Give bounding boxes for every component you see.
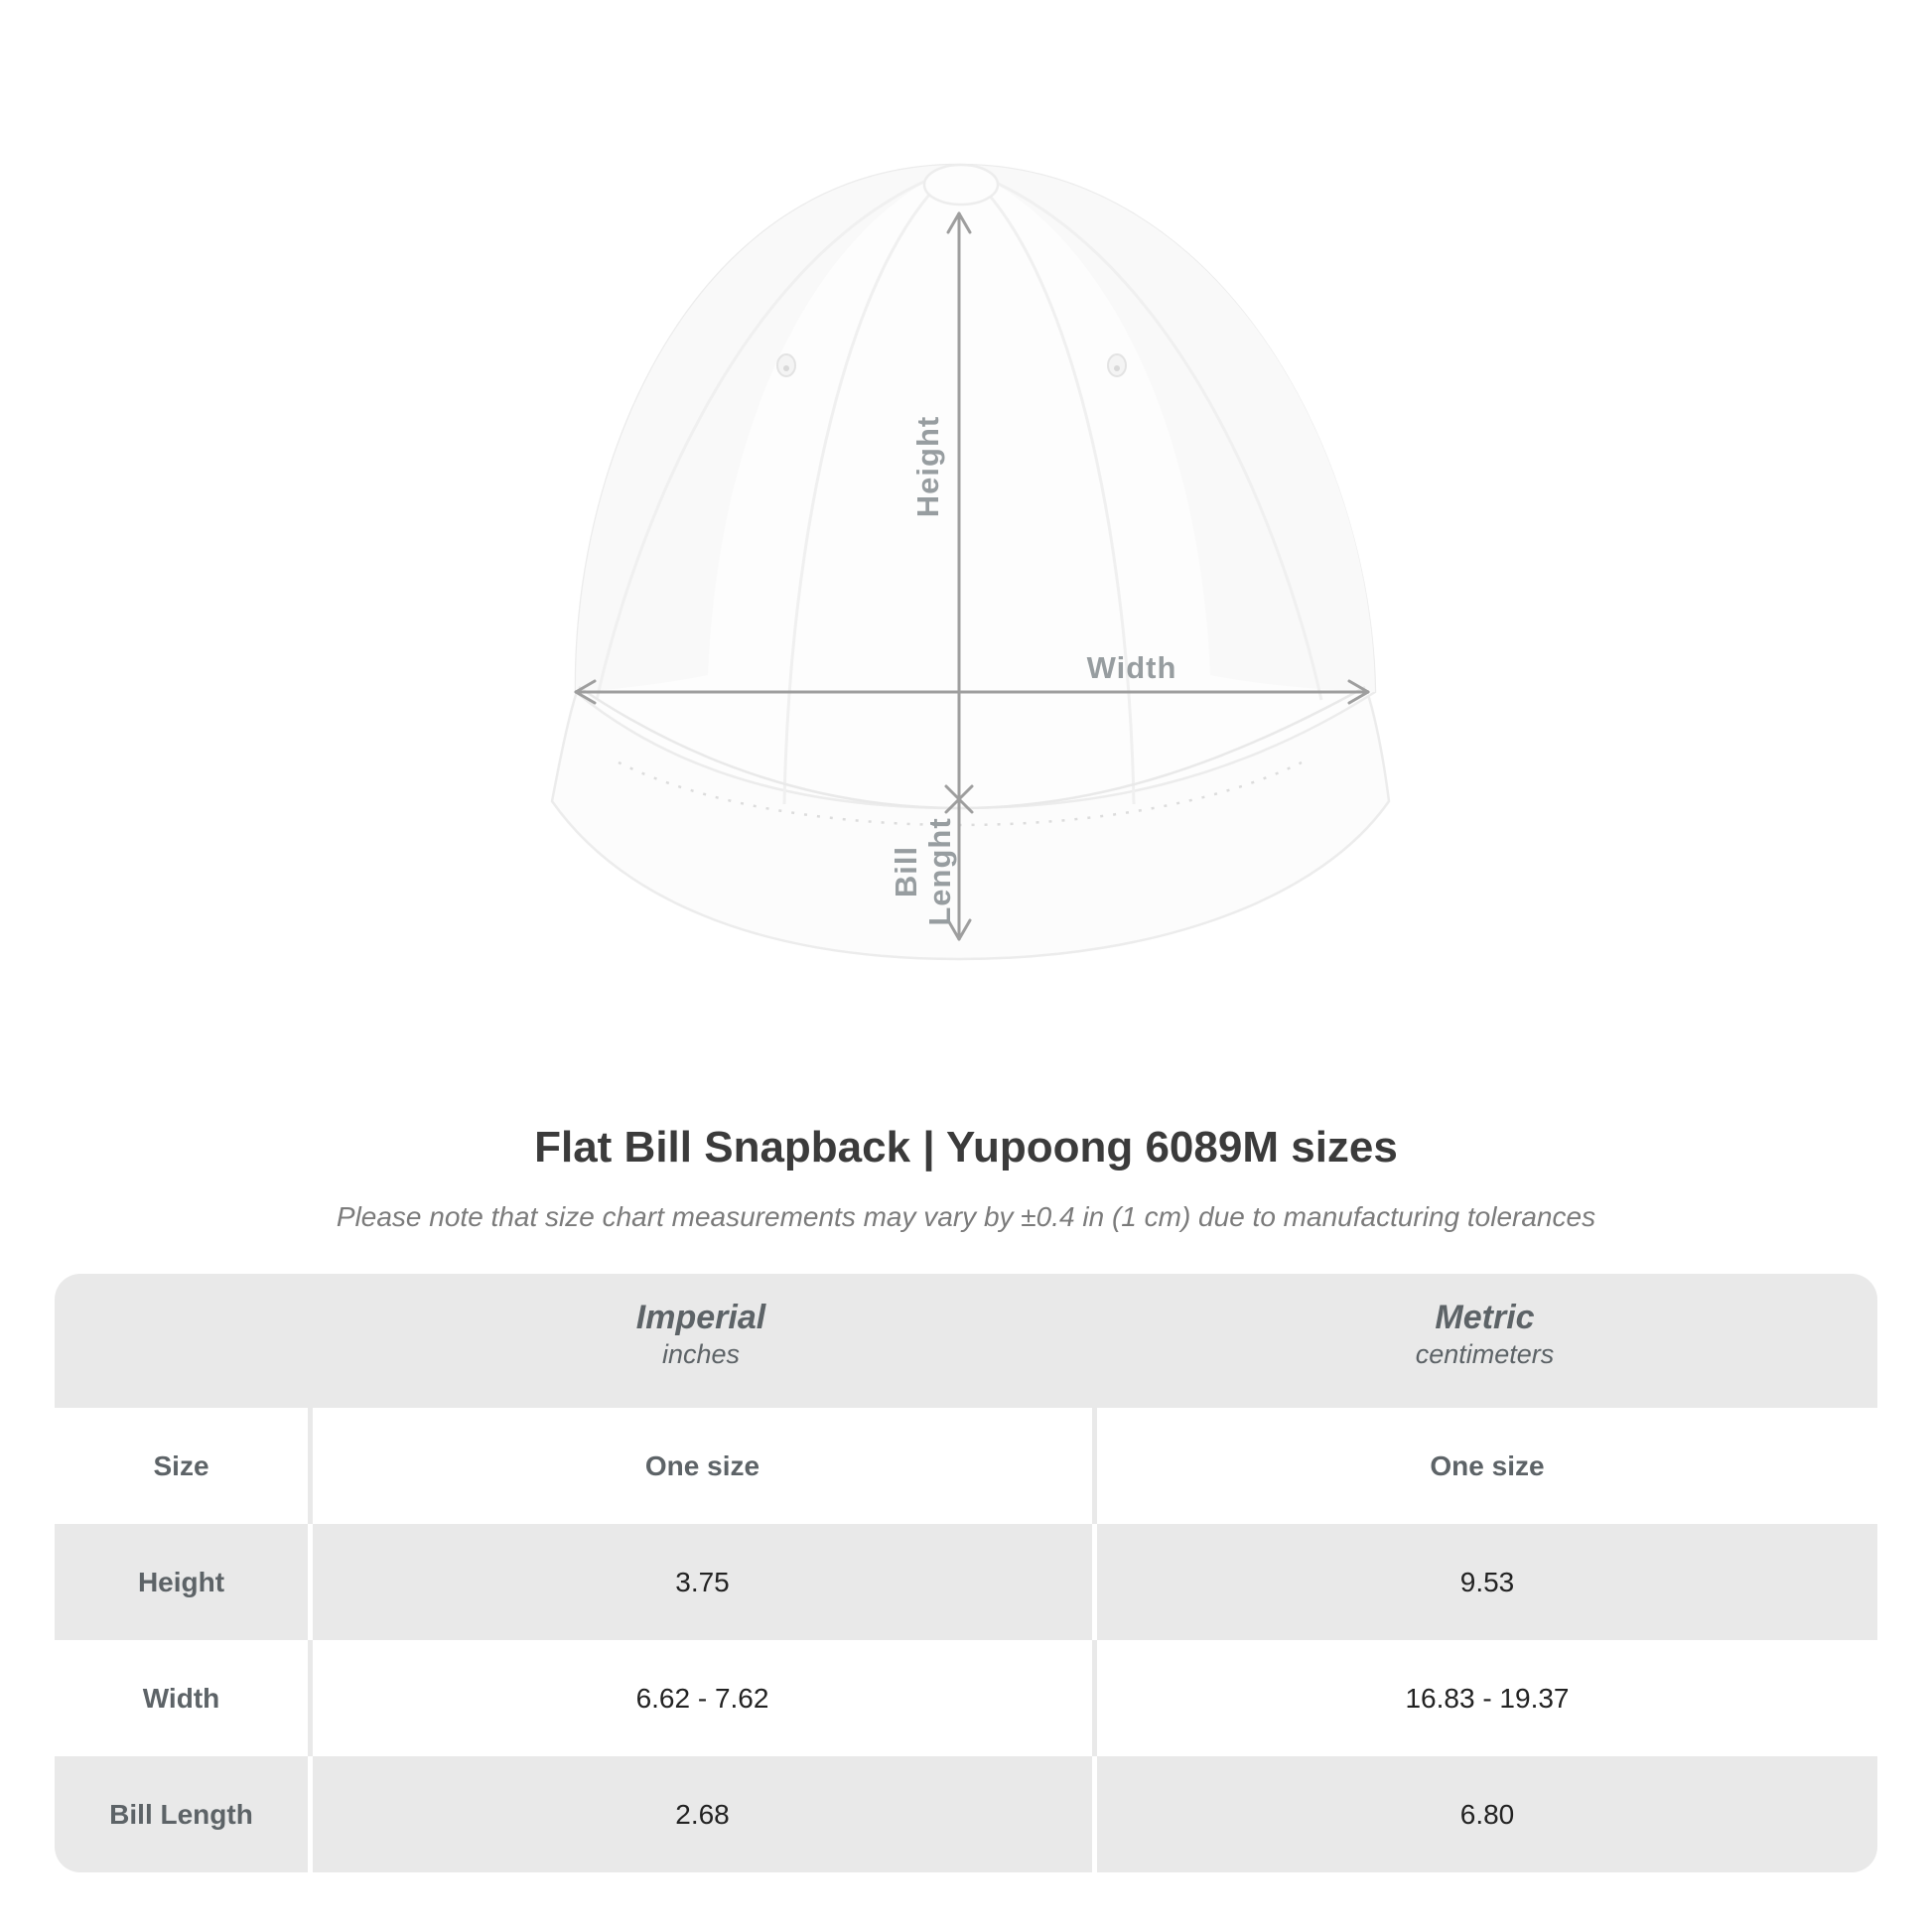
table-row — [55, 1640, 1877, 1756]
metric-value: One size — [1097, 1408, 1877, 1524]
bill-length-dimension-label-line2: Lenght — [922, 817, 957, 926]
tolerance-note: Please note that size chart measurements may vary by ±0.4 in (1 cm) due to manufacturing tolerances — [336, 1201, 1596, 1232]
unit-header-imperial — [310, 1274, 1092, 1408]
snapback-hat-illustration — [529, 119, 1403, 993]
imperial-value: 3.75 — [313, 1524, 1092, 1640]
table-row — [55, 1524, 1877, 1640]
unit-header-spacer — [55, 1274, 310, 1408]
row-label: Bill Length — [55, 1756, 308, 1872]
unit-sub-metric: centimeters — [1415, 1339, 1555, 1369]
snapback-measurement-diagram — [529, 119, 1403, 993]
imperial-value: 6.62 - 7.62 — [313, 1640, 1092, 1756]
metric-value: 9.53 — [1097, 1524, 1877, 1640]
eyelet-left-hole — [783, 365, 789, 371]
table-unit-header — [55, 1274, 1877, 1408]
metric-value: 16.83 - 19.37 — [1097, 1640, 1877, 1756]
size-chart-table — [55, 1274, 1877, 1872]
row-label: Width — [55, 1640, 308, 1756]
metric-value: 6.80 — [1097, 1756, 1877, 1872]
table-row — [55, 1756, 1877, 1872]
unit-name-metric: Metric — [1435, 1299, 1535, 1336]
imperial-value: One size — [313, 1408, 1092, 1524]
row-label: Size — [55, 1408, 308, 1524]
unit-sub-imperial: inches — [661, 1339, 741, 1369]
imperial-value: 2.68 — [313, 1756, 1092, 1872]
eyelet-right-hole — [1114, 365, 1120, 371]
unit-name-imperial: Imperial — [635, 1299, 766, 1336]
page-title: Flat Bill Snapback | Yupoong 6089M sizes — [534, 1123, 1398, 1172]
bill-length-dimension-label-line1: Bill — [889, 845, 923, 898]
hat-top-button — [924, 165, 998, 205]
height-dimension-label: Height — [910, 415, 945, 518]
row-label: Height — [55, 1524, 308, 1640]
table-row — [55, 1408, 1877, 1524]
width-dimension-label: Width — [1086, 650, 1177, 685]
unit-header-metric — [1092, 1274, 1877, 1408]
